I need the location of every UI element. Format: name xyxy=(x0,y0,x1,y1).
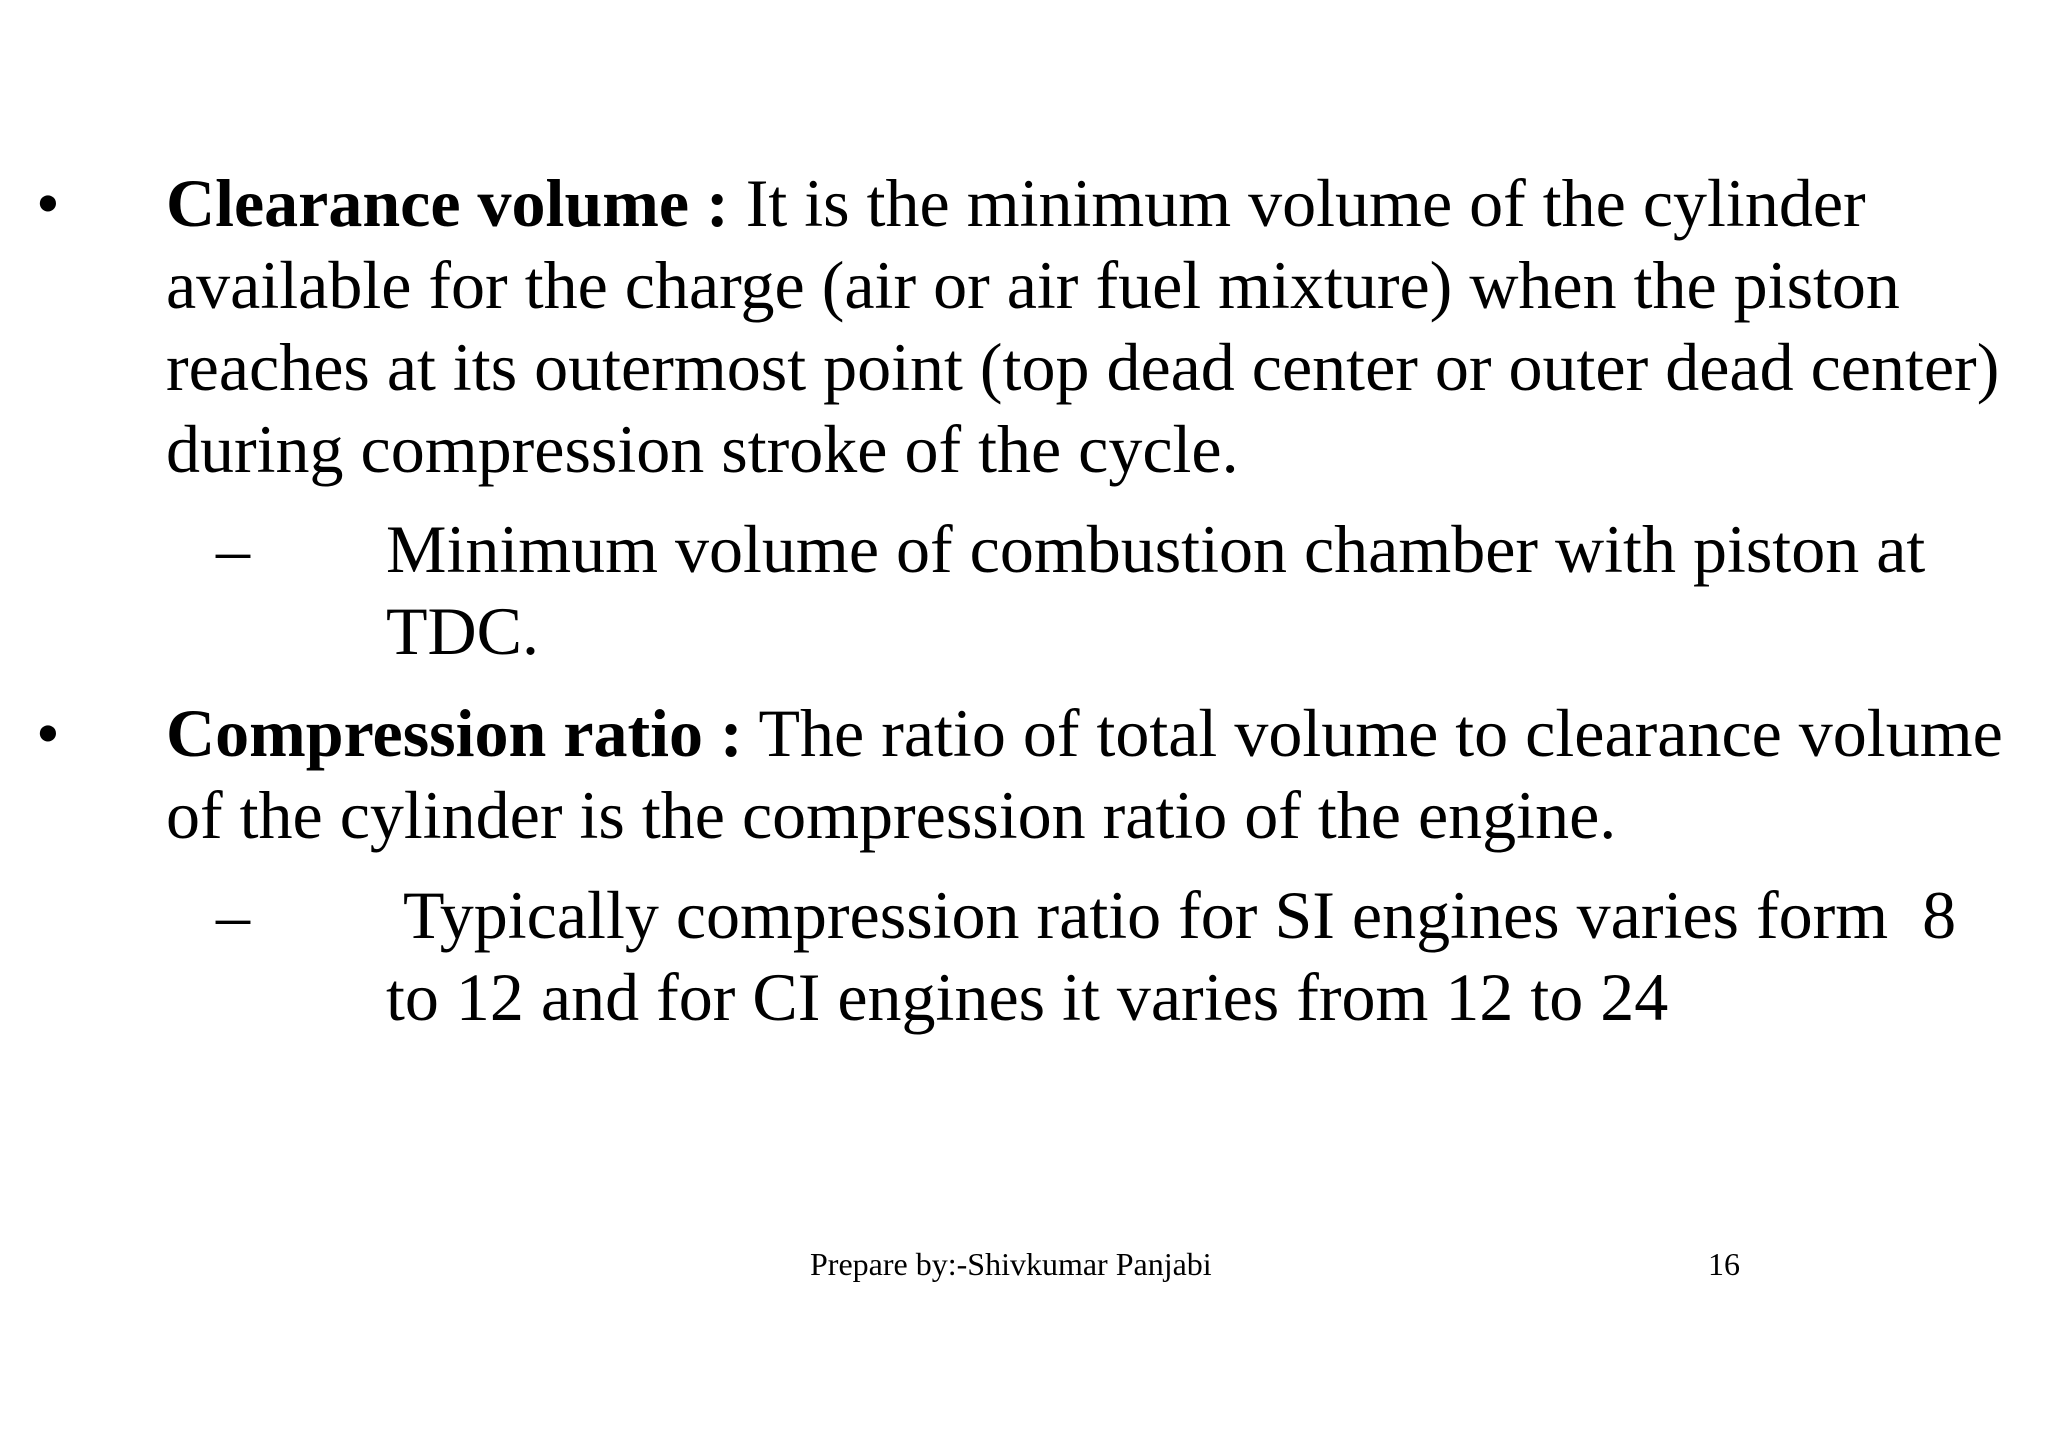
bullet-definition: It is the minimum volume of the cylinder available for the charge (air or air fuel mixture) when the piston reaches at its outermost point (top dead center or outer dead center) during compression stroke of the cycle. xyxy=(166,165,2017,487)
bullet-definition: The ratio of total volume to clearance volume of the cylinder is the compression ratio of the engine. xyxy=(166,695,2020,853)
bullet-marker: • xyxy=(36,165,60,241)
footer-author: Prepare by:-Shivkumar Panjabi xyxy=(810,1246,1212,1282)
bullet-marker: • xyxy=(36,695,60,771)
bullet-term: Compression ratio : xyxy=(166,695,743,771)
bullet-term: Clearance volume : xyxy=(166,165,729,241)
sub-bullet-text: Minimum volume of combustion chamber with piston at TDC. xyxy=(386,511,1926,669)
sub-bullet-marker: – xyxy=(216,511,250,587)
bullet-text xyxy=(166,162,2026,490)
sub-bullet-text: Typically compression ratio for SI engines varies form 8 to 12 and for CI engines it varies from 12 to 24 xyxy=(386,877,1974,1035)
sub-bullet-marker: – xyxy=(216,877,250,953)
bullet-text xyxy=(166,692,2026,856)
page-number: 16 xyxy=(1708,1246,1740,1282)
